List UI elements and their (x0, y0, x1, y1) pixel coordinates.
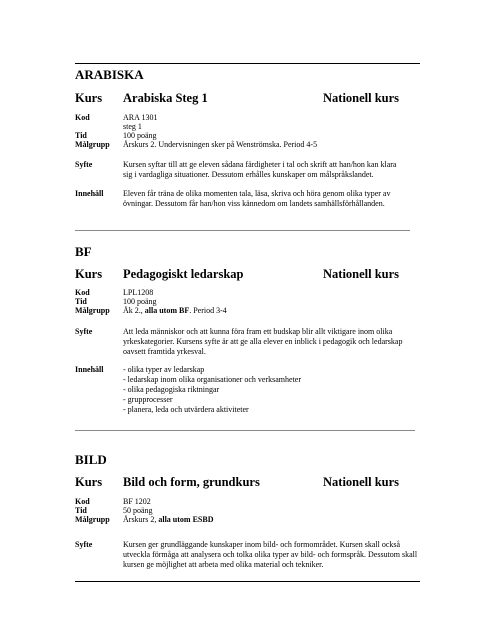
syfte-text: Kursen syftar till att ge eleven sådana färdigheter i tal och skrift att han/hon kan klara sig i vardagliga situationer. Dessutom erhålles kunskaper om målspråkslandet. (123, 160, 397, 179)
malgrupp-value: Åk 2., alla utom BF. Period 3-4 (123, 306, 227, 315)
kod-label: Kod (75, 497, 90, 506)
tid-label: Tid (75, 131, 87, 140)
tid-value: 50 poäng (123, 506, 153, 515)
malgrupp-label: Målgrupp (75, 306, 110, 315)
kod-label: Kod (75, 288, 90, 297)
syfte-text: Kursen ger grundläggande kunskaper inom bild- och formområdet. Kursen skall också utveckla förmåga att analysera och tolka olika typer av bild- och formspråk. Dessutom skall kursen ge möjlighet att arbeta med olika material och tekniker. (123, 540, 418, 569)
section-subject-bf: BF (75, 244, 92, 259)
innehall-label: Innehåll (75, 365, 104, 374)
innehall-list (123, 365, 413, 415)
kod-value: ARA 1301 (123, 113, 158, 122)
malgrupp-bold: alla utom ESBD (158, 515, 214, 524)
syfte-text: Att leda människor och att kunna föra fram ett budskap blir allt viktigare inom olika yrkeskategorier. Kursens syfte är att ge alla elever en inblick i pedagogik och ledarskap oavsett framtida yrkesval. (123, 327, 403, 356)
tid-label: Tid (75, 506, 87, 515)
kurs-label: Kurs (75, 475, 103, 489)
malgrupp-bold: alla utom BF (144, 306, 190, 315)
tid-value: 100 poäng (123, 131, 157, 140)
section-divider (75, 230, 410, 231)
kurs-label: Kurs (75, 91, 103, 105)
course-type: Nationell kurs (323, 475, 400, 489)
section-divider (75, 430, 415, 431)
list-item: - planera, leda och utvärdera aktiviteter (123, 405, 249, 414)
bottom-rule (75, 581, 420, 582)
course-title: Arabiska Steg 1 (123, 91, 208, 105)
syfte-label: Syfte (75, 540, 93, 549)
kurs-label: Kurs (75, 267, 103, 281)
malgrupp-label: Målgrupp (75, 515, 110, 524)
innehall-text: Eleven får träna de olika momenten tala, läsa, skriva och höra genom olika typer av övningar. Dessutom får han/hon viss kännedom om landets samhällsförhållanden. (123, 189, 391, 208)
tid-value: 100 poäng (123, 297, 157, 306)
malgrupp-label: Målgrupp (75, 140, 110, 149)
tid-label: Tid (75, 297, 87, 306)
course-type: Nationell kurs (323, 91, 400, 105)
section-subject-bild: BILD (75, 452, 107, 467)
syfte-label: Syfte (75, 327, 93, 336)
course-type: Nationell kurs (323, 267, 400, 281)
list-item: - grupprocesser (123, 395, 173, 404)
innehall-label: Innehåll (75, 189, 104, 198)
kod-value: LPL1208 (123, 288, 154, 297)
section-subject-arabiska: ARABISKA (75, 67, 144, 82)
kod-value: BF 1202 (123, 497, 151, 506)
top-rule (75, 63, 420, 64)
syfte-label: Syfte (75, 160, 93, 169)
course-title: Pedagogiskt ledarskap (123, 267, 244, 281)
kod-extra: steg 1 (123, 122, 142, 131)
list-item: - olika pedagogiska riktningar (123, 385, 220, 394)
course-title: Bild och form, grundkurs (123, 475, 260, 489)
malgrupp-value: Årskurs 2, alla utom ESBD (123, 515, 214, 524)
kod-label: Kod (75, 113, 90, 122)
malgrupp-value: Årskurs 2. Undervisningen sker på Wenströmska. Period 4-5 (123, 140, 318, 149)
list-item: - olika typer av ledarskap (123, 365, 205, 374)
list-item: - ledarskap inom olika organisationer och verksamheter (123, 375, 302, 384)
